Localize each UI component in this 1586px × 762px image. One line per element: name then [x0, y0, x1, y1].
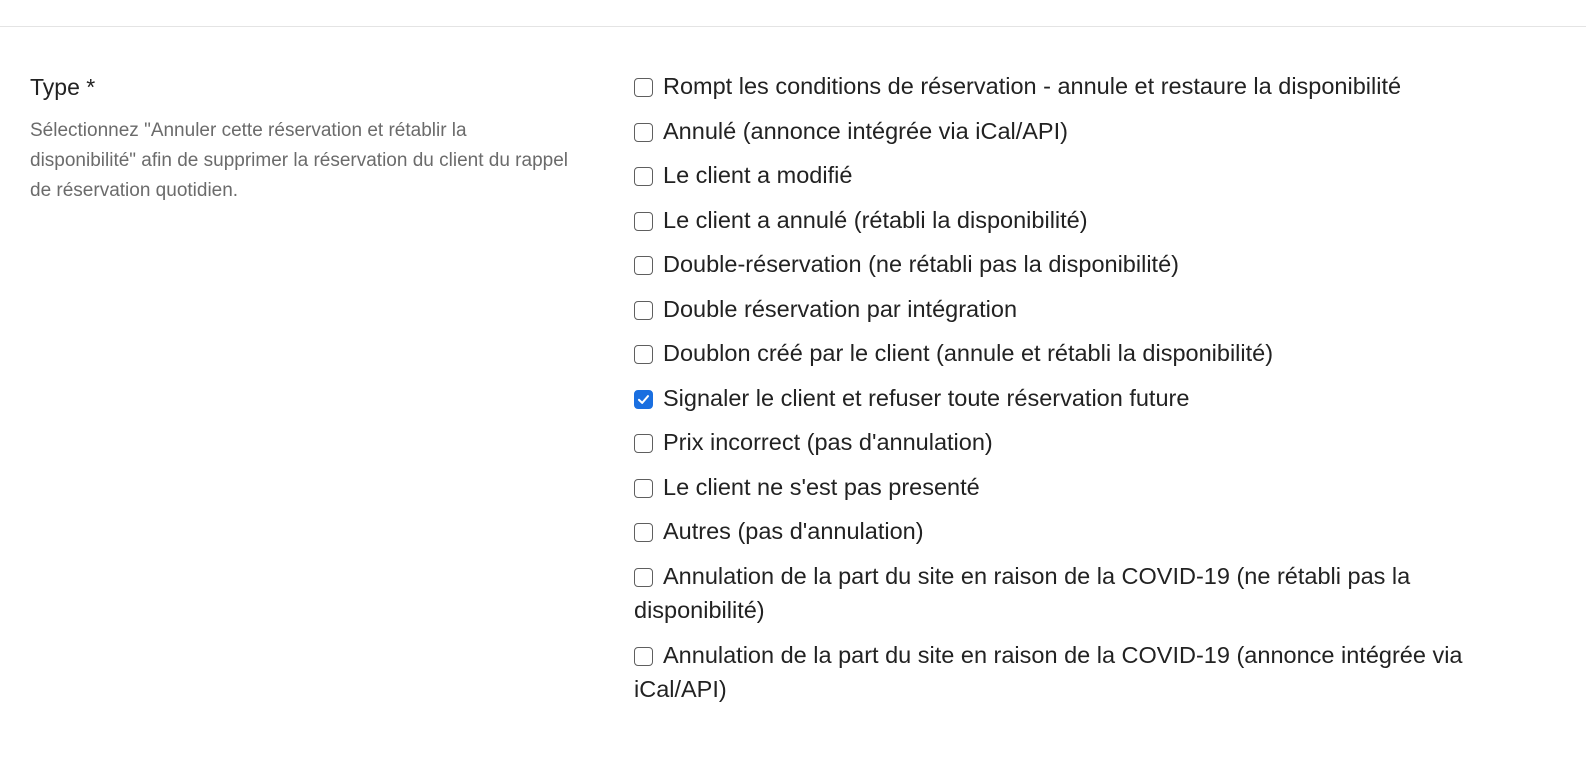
checkbox-unchecked-icon[interactable] [634, 78, 653, 97]
option-incorrect-price[interactable] [634, 420, 1534, 465]
option-label: Annulé (annonce intégrée via iCal/API) [663, 117, 1068, 144]
option-label: Rompt les conditions de réservation - annule et restaure la disponibilité [663, 73, 1402, 99]
option-label: Annulation de la part du site en raison de la COVID-19 (annonce intégrée via iCal/API) [634, 641, 1463, 702]
checkbox-unchecked-icon[interactable] [634, 256, 653, 275]
checkbox-unchecked-icon[interactable] [634, 434, 653, 453]
checkbox-unchecked-icon[interactable] [634, 568, 653, 587]
checkbox-unchecked-icon[interactable] [634, 523, 653, 542]
option-label: Double-réservation (ne rétabli pas la disponibilité) [663, 251, 1179, 277]
option-duplicate-by-client[interactable] [634, 331, 1534, 376]
option-client-cancelled[interactable] [634, 198, 1534, 243]
option-label: Autres (pas d'annulation) [663, 518, 924, 544]
option-double-booking-integration[interactable] [634, 287, 1534, 332]
checkmark-icon [636, 392, 651, 407]
checkbox-unchecked-icon[interactable] [634, 212, 653, 231]
option-client-modified[interactable] [634, 153, 1534, 198]
checkbox-checked-icon[interactable] [634, 390, 653, 409]
option-no-show[interactable] [634, 465, 1534, 510]
option-covid-no-restore[interactable] [634, 554, 1534, 633]
option-label: Le client a modifié [663, 162, 853, 188]
checkbox-unchecked-icon[interactable] [634, 345, 653, 364]
checkbox-unchecked-icon[interactable] [634, 479, 653, 498]
type-options-list [634, 64, 1534, 712]
option-label: Double réservation par intégration [663, 295, 1018, 322]
field-label: Type * [30, 74, 96, 100]
field-label-column [30, 70, 590, 206]
option-flag-client[interactable] [634, 376, 1534, 421]
option-label: Signaler le client et refuser toute réservation future [663, 384, 1190, 411]
option-label: Le client a annulé (rétabli la disponibilité) [663, 206, 1088, 233]
checkbox-unchecked-icon[interactable] [634, 167, 653, 186]
option-label: Annulation de la part du site en raison de la COVID-19 (ne rétabli pas la disponibilité) [634, 562, 1411, 623]
option-others[interactable] [634, 509, 1534, 554]
option-covid-ical[interactable] [634, 633, 1534, 712]
option-label: Le client ne s'est pas presenté [663, 473, 980, 500]
field-help-text: Sélectionnez "Annuler cette réservation et rétablir la disponibilité" afin de supprimer la réservation du client du rappel de réservation quotidien. [30, 120, 568, 201]
option-label: Doublon créé par le client (annule et rétabli la disponibilité) [663, 340, 1274, 366]
checkbox-unchecked-icon[interactable] [634, 647, 653, 666]
option-cancelled-ical[interactable] [634, 109, 1534, 154]
option-breaks-conditions[interactable] [634, 64, 1534, 109]
checkbox-unchecked-icon[interactable] [634, 123, 653, 142]
option-label: Prix incorrect (pas d'annulation) [663, 429, 993, 455]
checkbox-unchecked-icon[interactable] [634, 301, 653, 320]
option-double-booking[interactable] [634, 242, 1534, 287]
